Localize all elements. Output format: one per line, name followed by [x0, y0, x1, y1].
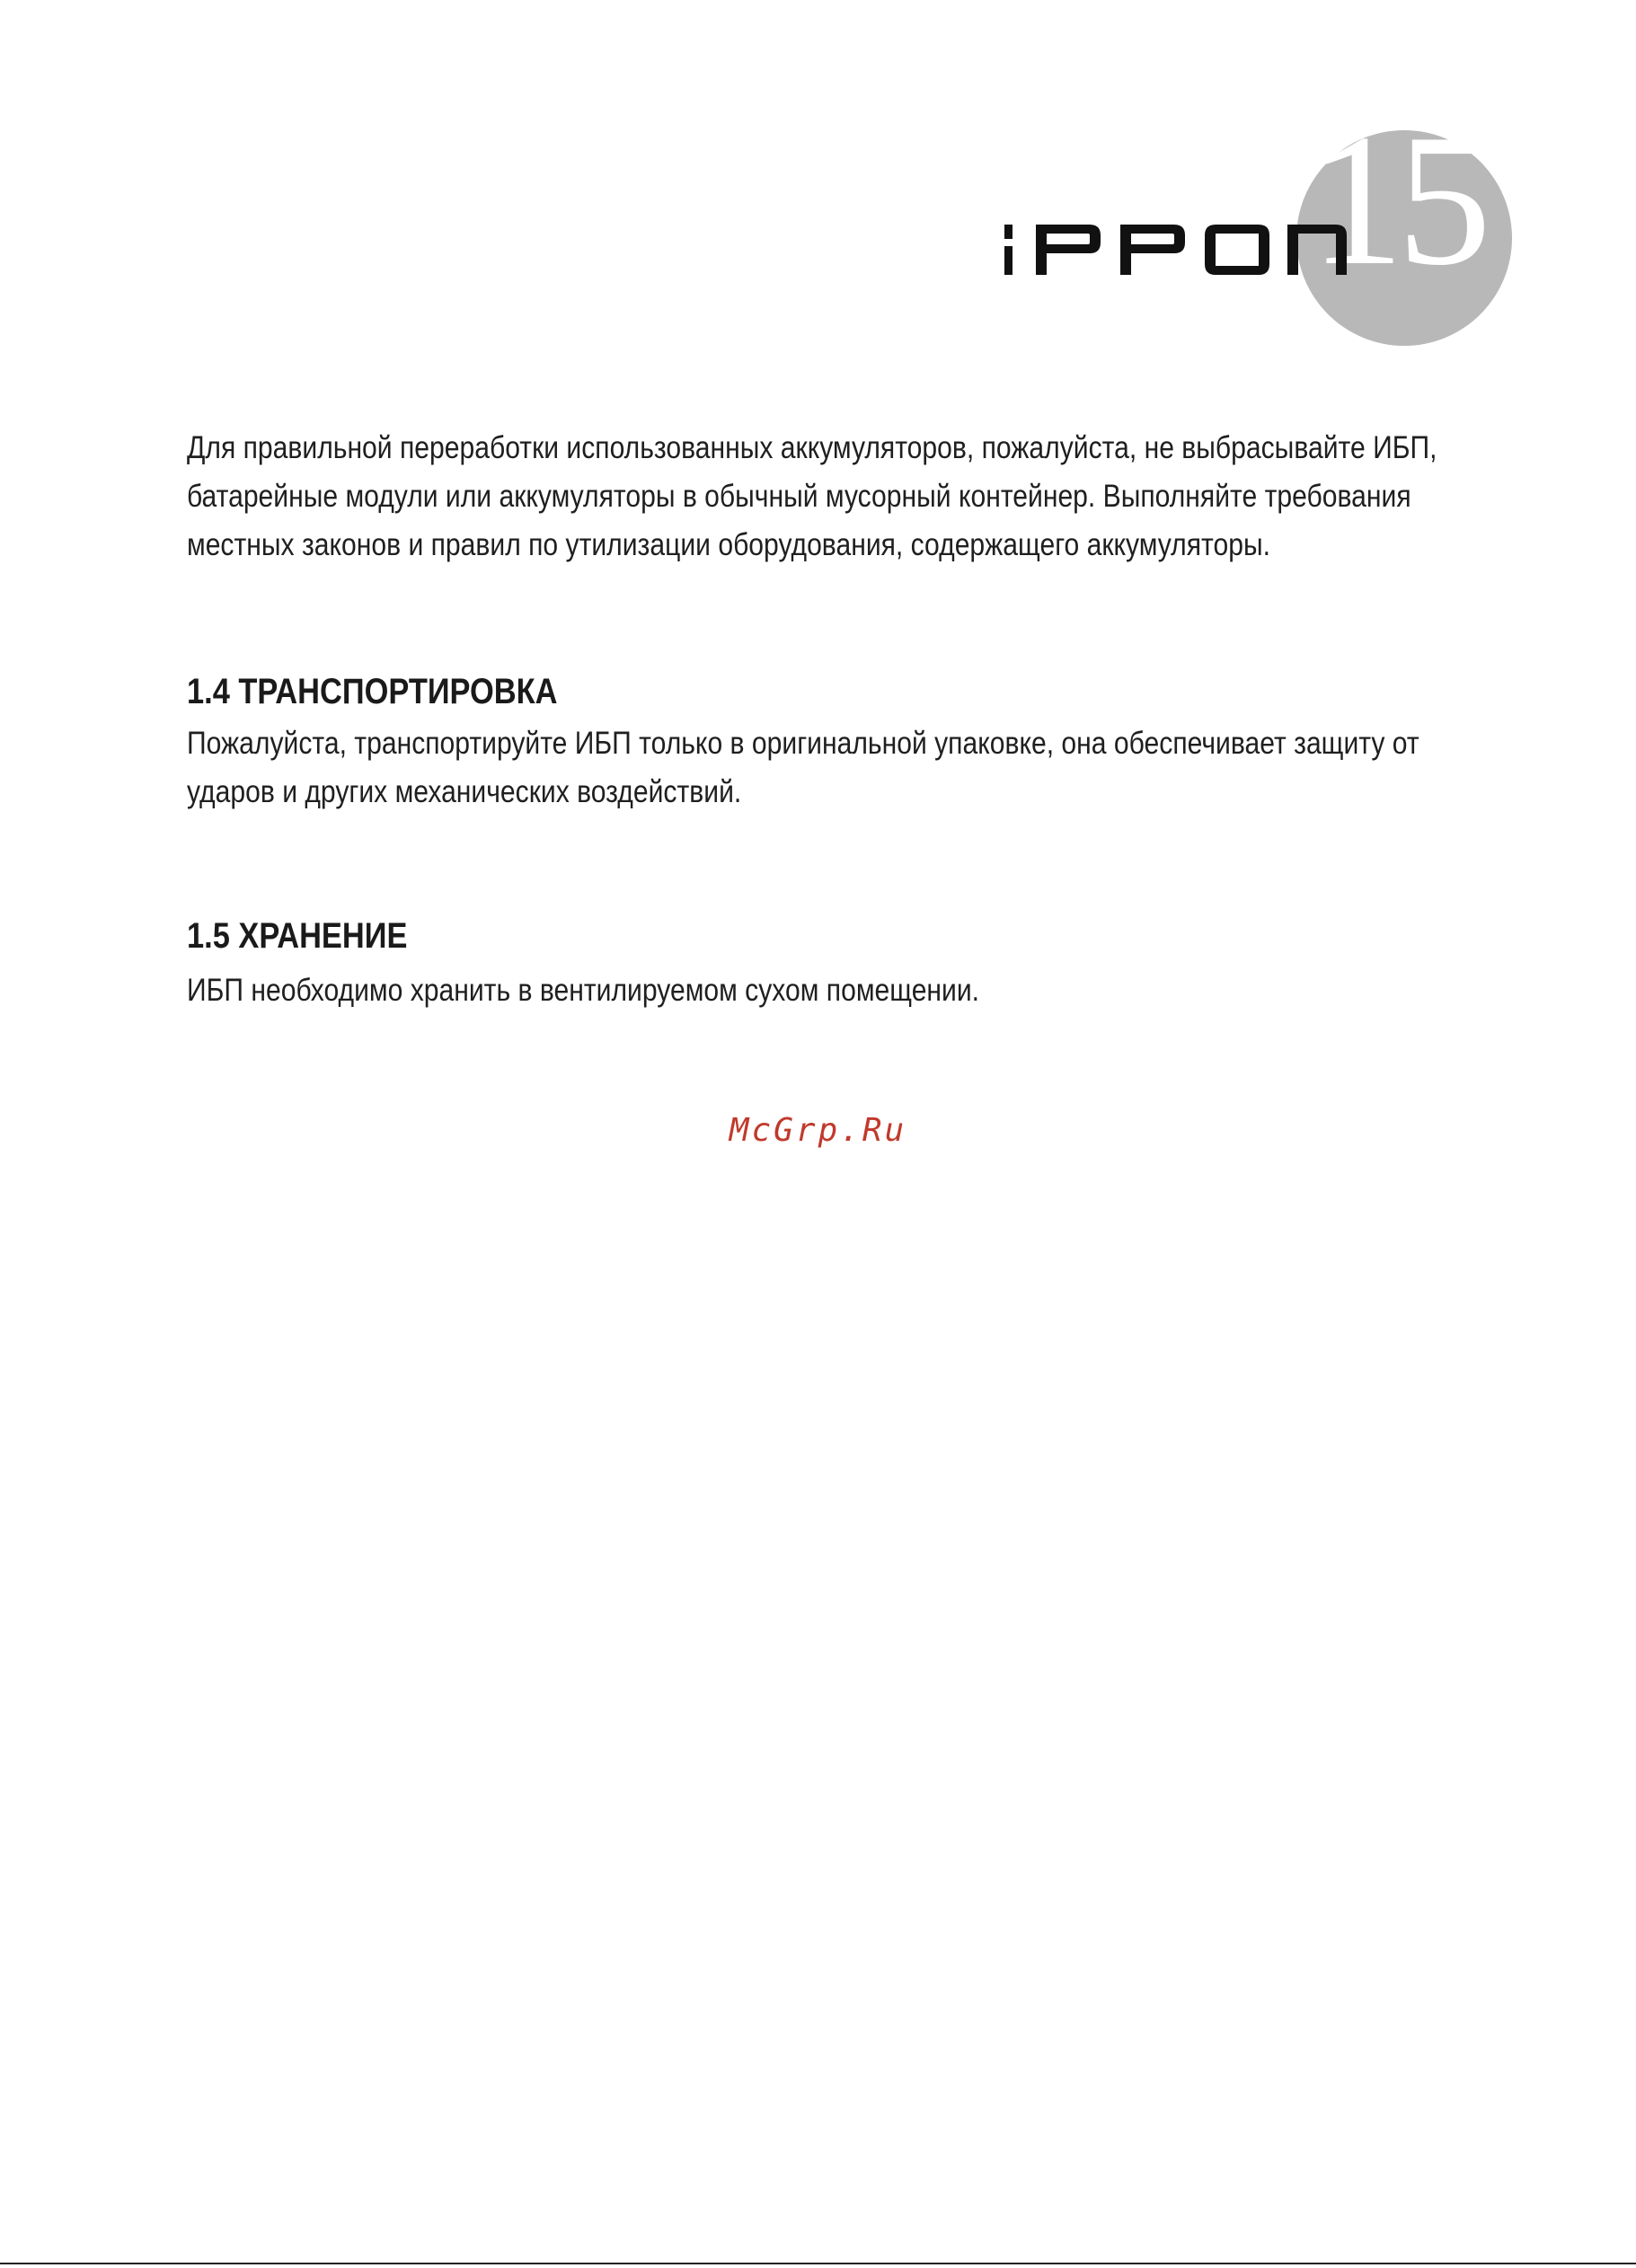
ippon-logo-icon	[1002, 223, 1348, 277]
storage-paragraph: ИБП необходимо хранить в вентилируемом сухом помещении.	[187, 973, 980, 1008]
watermark-text: McGrp.Ru	[729, 1112, 907, 1149]
ippon-logo	[1002, 223, 1348, 277]
page-number: 15	[1310, 96, 1484, 304]
transport-paragraph: Пожалуйста, транспортируйте ИБП только в оригинальной упаковке, она обеспечивает защиту от ударов и других механических воздействий.	[187, 726, 1419, 809]
recycling-paragraph: Для правильной переработки использованных аккумуляторов, пожалуйста, не выбрасывайте ИБП, батарейные модули или аккумуляторы в обычный мусорный контейнер. Выполняйте требования местных законов и правил по утилизации оборудования, содержащего аккумуляторы.	[187, 430, 1437, 562]
section-heading-transport: 1.4 ТРАНСПОРТИРОВКА	[187, 672, 558, 711]
section-heading-storage: 1.5 ХРАНЕНИЕ	[187, 916, 408, 956]
bottom-rule	[0, 2263, 1636, 2264]
